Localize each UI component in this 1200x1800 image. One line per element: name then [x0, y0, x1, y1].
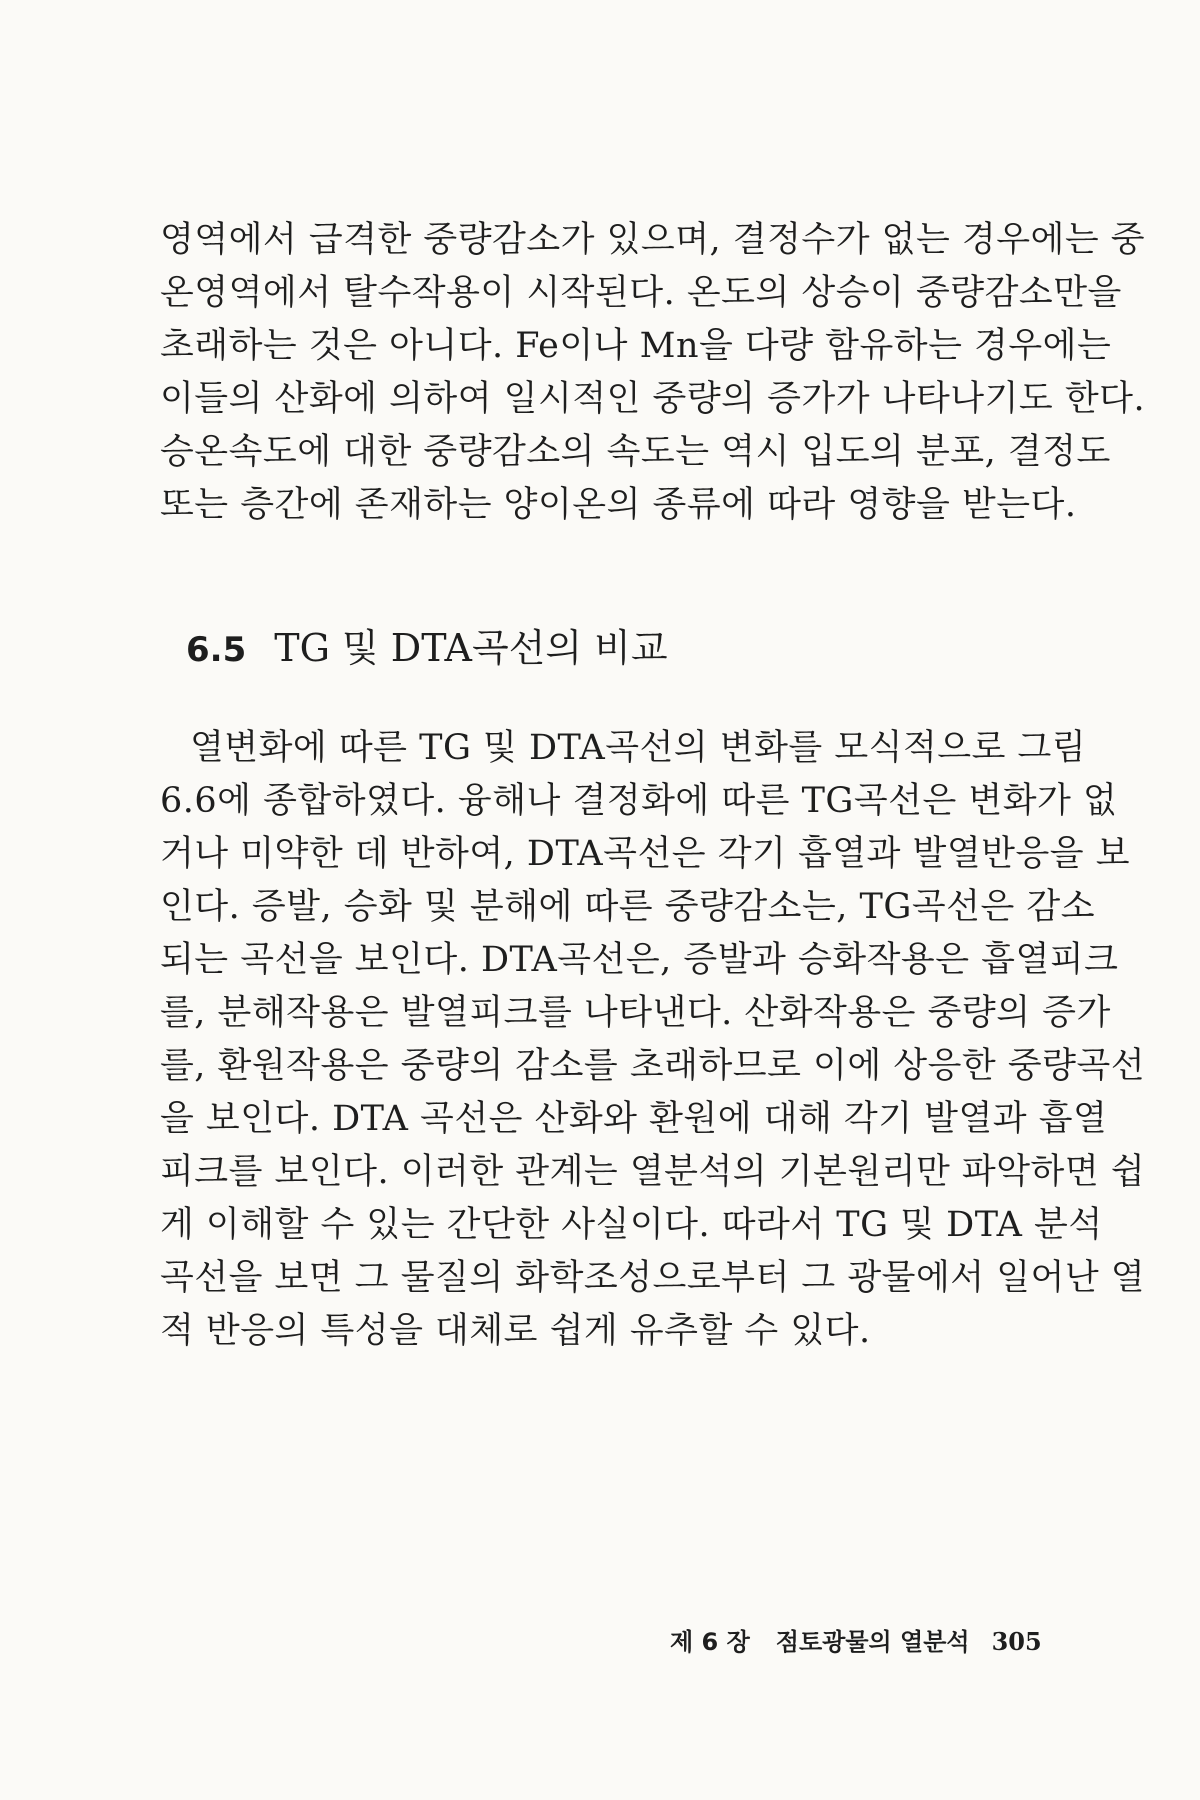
paragraph-line: 인다. 증발, 승화 및 분해에 따른 중량감소는, TG곡선은 감소: [160, 887, 1096, 927]
paragraph-line: 온영역에서 탈수작용이 시작된다. 온도의 상승이 중량감소만을: [160, 273, 1122, 313]
paragraph-line: 열변화에 따른 TG 및 DTA곡선의 변화를 모식적으로 그림: [190, 728, 1087, 768]
footer-chapter-title: 점토광물의 열분석: [775, 1628, 970, 1656]
running-footer: [670, 1625, 1042, 1659]
page-number: 305: [991, 1627, 1042, 1656]
paragraph-line: 을 보인다. DTA 곡선은 산화와 환원에 대해 각기 발열과 흡열: [160, 1099, 1108, 1139]
paragraph-line: 6.6에 종합하였다. 융해나 결정화에 따른 TG곡선은 변화가 없: [160, 781, 1118, 821]
paragraph-line: 거나 미약한 데 반하여, DTA곡선은 각기 흡열과 발열반응을 보: [160, 834, 1131, 874]
paragraph-line: 영역에서 급격한 중량감소가 있으며, 결정수가 없는 경우에는 중: [160, 220, 1146, 260]
section-number: 6.5: [186, 630, 247, 670]
paragraph-line: 피크를 보인다. 이러한 관계는 열분석의 기본원리만 파악하면 쉽: [160, 1152, 1146, 1192]
paragraph-line: 되는 곡선을 보인다. DTA곡선은, 증발과 승화작용은 흡열피크: [160, 940, 1119, 980]
paragraph-line: 또는 층간에 존재하는 양이온의 종류에 따라 영향을 받는다.: [160, 485, 1077, 525]
paragraph-line: 초래하는 것은 아니다. Fe이나 Mn을 다량 함유하는 경우에는: [160, 326, 1112, 366]
section-heading: [186, 620, 668, 678]
paragraph-line: 를, 환원작용은 중량의 감소를 초래하므로 이에 상응한 중량곡선: [160, 1046, 1146, 1086]
footer-chapter: 제 6 장: [670, 1628, 750, 1656]
section-title: TG 및 DTA곡선의 비교: [274, 626, 668, 670]
paragraph-line: 곡선을 보면 그 물질의 화학조성으로부터 그 광물에서 일어난 열: [160, 1258, 1146, 1298]
paragraph-line: 적 반응의 특성을 대체로 쉽게 유추할 수 있다.: [160, 1311, 871, 1351]
paragraph-line: 를, 분해작용은 발열피크를 나타낸다. 산화작용은 중량의 증가: [160, 993, 1111, 1033]
paragraph-line: 승온속도에 대한 중량감소의 속도는 역시 입도의 분포, 결정도: [160, 432, 1111, 472]
paragraph-line: 이들의 산화에 의하여 일시적인 중량의 증가가 나타나기도 한다.: [160, 379, 1146, 419]
paragraph-line: 게 이해할 수 있는 간단한 사실이다. 따라서 TG 및 DTA 분석: [160, 1205, 1103, 1245]
